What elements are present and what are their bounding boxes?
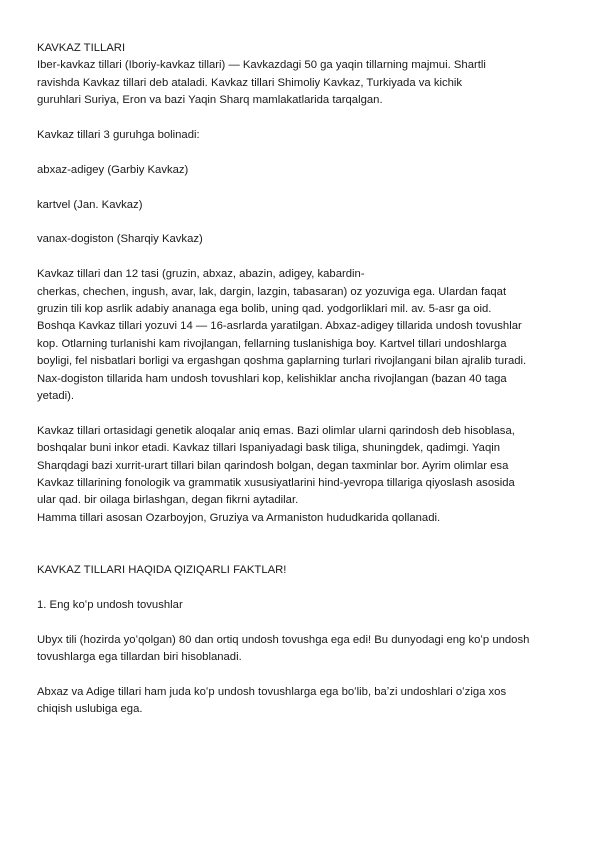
groups-heading-text: Kavkaz tillari 3 guruhga bolinadi: [37, 129, 200, 142]
spacer [37, 666, 562, 683]
spacer [37, 405, 562, 422]
fact1-heading-text: 1. Eng koʻp undosh tovushlar [37, 598, 183, 611]
writing-line: Kavkaz tillari dan 12 tasi (gruzin, abxaz, abazin, adigey, kabardin- [37, 268, 365, 281]
fact1-heading [37, 597, 562, 614]
writing-line: gruzin tili kop asrlik adabiy ananaga ega bolib, uning qad. yodgorliklari mil. av. 5-asr ga oid. [37, 303, 492, 316]
group-item [37, 231, 562, 248]
document-title [37, 40, 562, 57]
fact1-line: tovushlarga ega tillardan biri hisoblanadi. [37, 651, 242, 664]
fact1-line: Abxaz va Adige tillari ham juda koʻp undosh tovushlarga ega boʻlib, baʼzi undoshlari oʻziga xos [37, 685, 507, 698]
writing-line: Boshqa Kavkaz tillari yozuvi 14 — 16-asrlarda yaratilgan. Abxaz-adigey tillarida undosh tovushlar [37, 320, 522, 333]
group-item [37, 197, 562, 214]
group-item [37, 162, 562, 179]
relations-line: Kavkaz tillari ortasidagi genetik aloqalar aniq emas. Bazi olimlar ularni qarindosh deb hisoblasa, [37, 424, 515, 437]
spacer [37, 110, 562, 127]
writing-line: Nax-dogiston tillarida ham undosh tovushlari kop, kelishiklar ancha rivojlangan (bazan 40 taga [37, 372, 507, 385]
fact1-line: chiqish uslubiga ega. [37, 703, 143, 716]
group-item-text: vanax-dogiston (Sharqiy Kavkaz) [37, 233, 203, 246]
writing-line: cherkas, chechen, ingush, avar, lak, dargin, lazgin, tabasaran) oz yozuviga ega. Ulardan faqat [37, 285, 507, 298]
group-item-text: kartvel (Jan. Kavkaz) [37, 198, 143, 211]
relations-paragraph [37, 423, 562, 527]
intro-line: Iber-kavkaz tillari (Iboriy-kavkaz tillari) — Kavkazdagi 50 ga yaqin tillarning majmui. Shartli [37, 59, 486, 72]
relations-line: Kavkaz tillarining fonologik va grammatik xususiyatlarini hind-yevropa tillariga qiyoslash asosida [37, 477, 515, 490]
spacer [37, 614, 562, 631]
writing-paragraph [37, 266, 562, 405]
writing-line: boyligi, fel nisbatlari borligi va ergashgan qoshma gaplarning turlari rivojlangani bilan ajralib turadi. [37, 355, 527, 368]
document-page [37, 40, 562, 719]
spacer [37, 249, 562, 266]
relations-line: ular qad. bir oilaga birlashgan, degan fikrni aytadilar. [37, 494, 299, 507]
spacer [37, 527, 562, 562]
facts-heading-text: KAVKAZ TILLARI HAQIDA QIZIQARLI FAKTLAR! [37, 564, 287, 577]
intro-paragraph [37, 57, 562, 109]
fact1-paragraph [37, 632, 562, 667]
spacer [37, 179, 562, 196]
spacer [37, 144, 562, 161]
group-item-text: abxaz-adigey (Garbiy Kavkaz) [37, 163, 189, 176]
writing-line: kop. Otlarning turlanishi kam rivojlangan, fellarning tuslanishiga boy. Kartvel tillari undoshlarga [37, 337, 507, 350]
writing-line: yetadi). [37, 390, 75, 403]
spacer [37, 214, 562, 231]
groups-heading [37, 127, 562, 144]
spacer [37, 579, 562, 596]
intro-line: guruhlari Suriya, Eron va bazi Yaqin Sharq mamlakatlarida tarqalgan. [37, 94, 383, 107]
fact1-paragraph-2 [37, 684, 562, 719]
fact1-line: Ubyx tili (hozirda yoʻqolgan) 80 dan ortiq undosh tovushga ega edi! Bu dunyodagi eng koʻp undosh [37, 633, 530, 646]
relations-line: boshqalar buni inkor etadi. Kavkaz tillari Ispaniyadagi bask tiliga, shuningdek, qadimgi. Yaqin [37, 442, 501, 455]
relations-line: Hamma tillari asosan Ozarboyjon, Gruziya va Armaniston hududkarida qollanadi. [37, 511, 441, 524]
relations-line: Sharqdagi bazi xurrit-urart tillari bilan qarindosh bolgan, degan taxminlar bor. Ayrim olimlar esa [37, 459, 509, 472]
title-text: KAVKAZ TILLARI [37, 42, 126, 54]
facts-heading [37, 562, 562, 579]
intro-line: ravishda Kavkaz tillari deb ataladi. Kavkaz tillari Shimoliy Kavkaz, Turkiyada va kichik [37, 76, 463, 89]
